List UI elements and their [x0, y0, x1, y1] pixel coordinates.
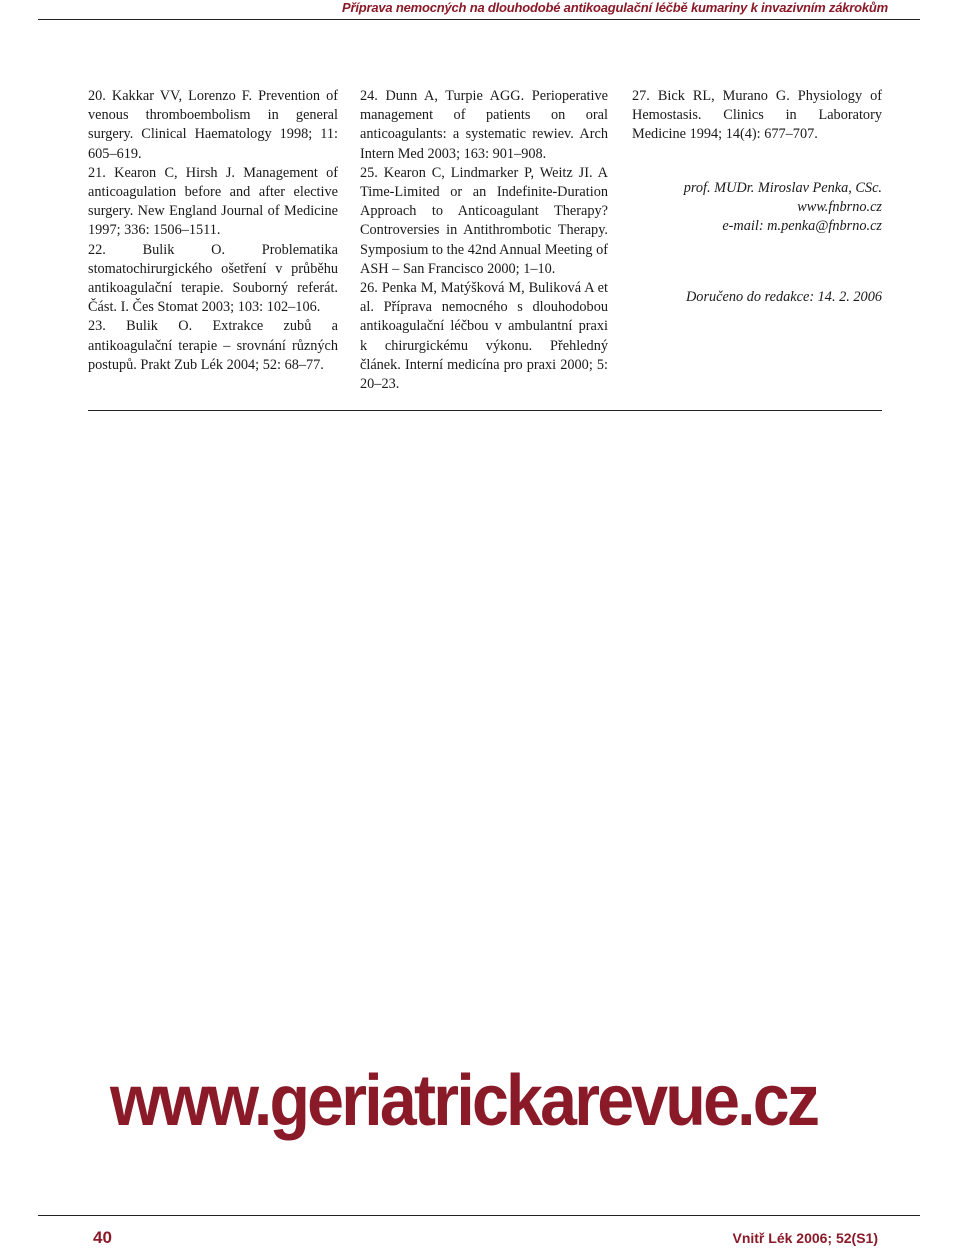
references-column-3: [632, 87, 882, 307]
section-divider: [88, 410, 882, 411]
footer-rule: [38, 1215, 920, 1216]
references-column-1: [88, 87, 338, 375]
running-title: Příprava nemocných na dlouhodobé antikoagulační léčbě kumariny k invazivním zákrokům: [342, 0, 888, 15]
page-number: 40: [93, 1228, 112, 1247]
reference-item: 26. Penka M, Matýšková M, Buliková A et al. Příprava nemocného s dlouhodobou antikoagulační léčbou v ambulantní praxi k chirurgickému výkonu. Přehledný článek. Interní medicína pro praxi 2000; 5: 20–23.: [360, 280, 608, 393]
reference-item: 25. Kearon C, Lindmarker P, Weitz JI. A Time-Limited or an Indefinite-Duration Approach to Anticoagulant Therapy? Controversies in Antithrombotic Therapy. Symposium to the 42nd Annual Meeting of ASH – San Francisco 2000; 1–10.: [360, 164, 608, 277]
reference-item: 23. Bulik O. Extrakce zubů a antikoagulační terapie – srovnání různých postupů. Prakt Zub Lék 2004; 52: 68–77.: [88, 318, 338, 373]
author-name: prof. MUDr. Miroslav Penka, CSc.: [683, 179, 882, 196]
header-rule: [38, 19, 920, 20]
received-date: Doručeno do redakce: 14. 2. 2006: [685, 289, 882, 306]
banner-url: www.geriatrickarevue.cz: [110, 1061, 818, 1141]
reference-item: 27. Bick RL, Murano G. Physiology of Hemostasis. Clinics in Laboratory Medicine 1994; 14(4): 677–707.: [632, 88, 882, 143]
author-website: www.fnbrno.cz: [797, 198, 882, 215]
reference-item: 21. Kearon C, Hirsh J. Management of anticoagulation before and after elective surgery. New England Journal of Medicine 1997; 336: 1506–1511.: [88, 164, 338, 239]
references-column-2: [360, 87, 608, 394]
reference-item: 24. Dunn A, Turpie AGG. Perioperative management of patients on oral anticoagulants: a systematic rewiev. Arch Intern Med 2003; 163: 901–908.: [360, 88, 608, 162]
reference-item: 20. Kakkar VV, Lorenzo F. Prevention of venous thromboembolism in general surgery. Clinical Haematology 1998; 11: 605–619.: [88, 88, 338, 162]
journal-citation: Vnitř Lék 2006; 52(S1): [732, 1230, 878, 1246]
author-signature: [632, 179, 882, 237]
author-email: e-mail: m.penka@fnbrno.cz: [722, 218, 882, 235]
reference-item: 22. Bulik O. Problematika stomatochirurgického ošetření v průběhu antikoagulační terapie. Souborný referát. Část. I. Čes Stomat 2003; 103: 102–106.: [88, 241, 338, 316]
